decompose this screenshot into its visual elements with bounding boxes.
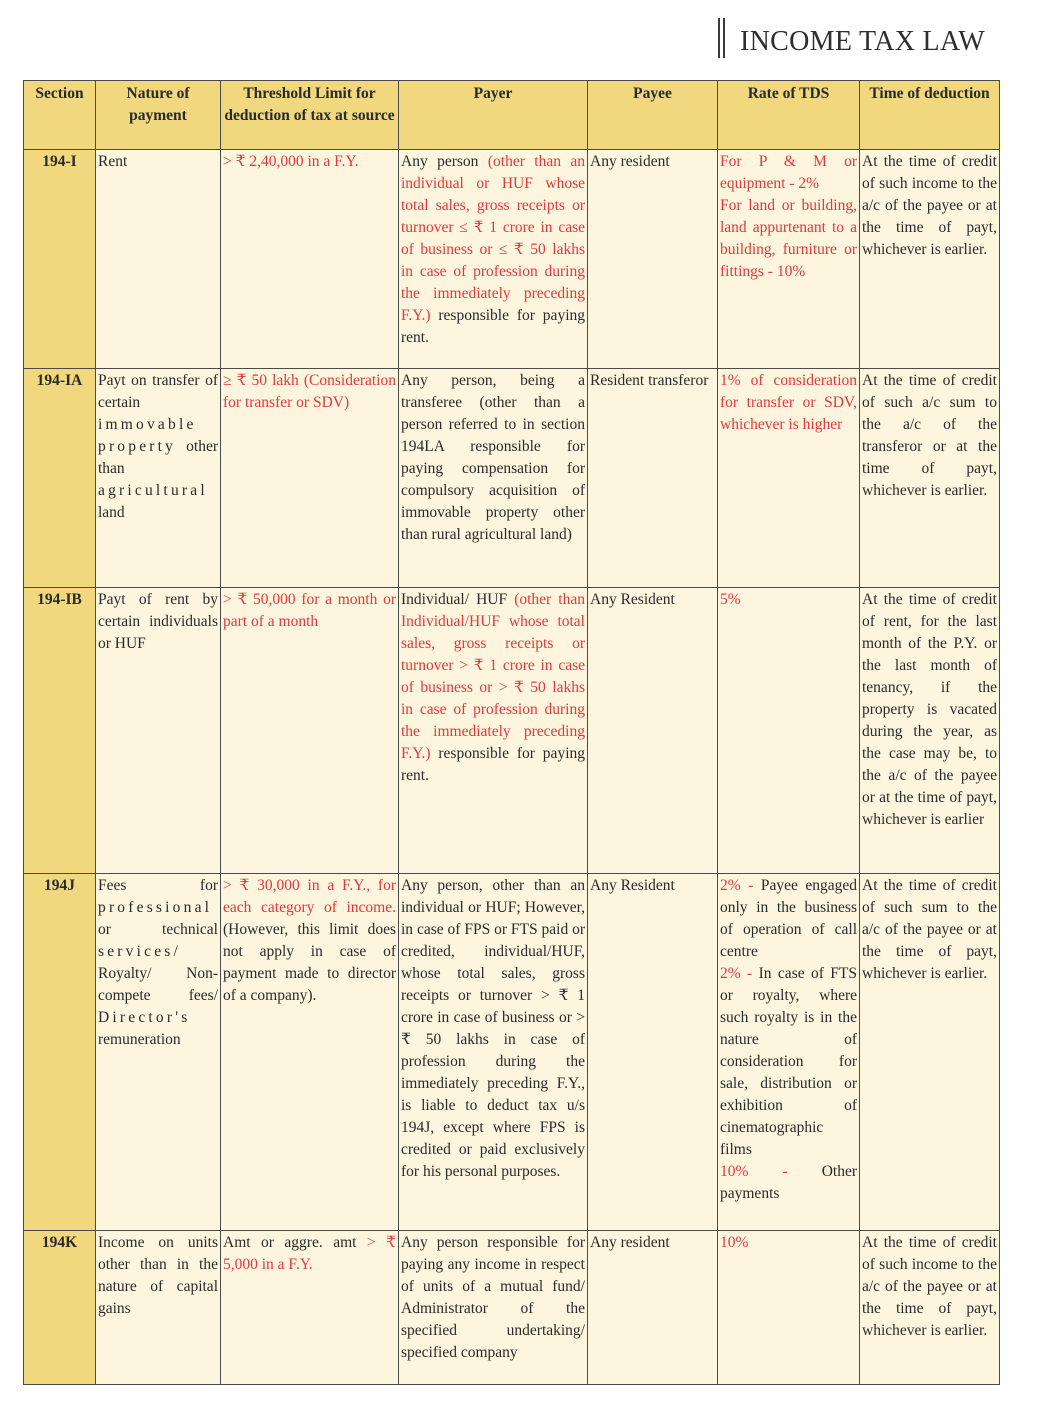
nature-part: or technical — [98, 921, 218, 938]
rate-desc: In case of FTS or royalty, where such royalty is in the nature of consideration for sale, distribution or exhibition of cinematographic films — [720, 965, 858, 1158]
section-cell: 194-IA — [24, 369, 96, 588]
table-row — [24, 150, 1000, 369]
rate-cell: 5% — [718, 588, 860, 874]
payer-text: Individual/ HUF — [401, 591, 508, 608]
nature-cell: Payt of rent by certain individuals or HUF — [96, 588, 221, 874]
rate-cell — [718, 150, 860, 369]
payer-text: Any person — [401, 153, 479, 170]
rate-percent: 2% - — [720, 877, 761, 894]
rate-percent: 2% - — [720, 965, 759, 982]
time-cell: At the time of credit of such sum to the a/c of the payee or at the time of payt, whichever is earlier. — [860, 874, 1000, 1231]
nature-part: Fees for — [98, 877, 218, 894]
threshold-text: Amt or aggre. amt — [223, 1234, 367, 1251]
col-header-rate: Rate of TDS — [718, 81, 860, 150]
rate-cell — [718, 874, 860, 1231]
page-title: INCOME TAX LAW — [740, 26, 985, 57]
rate-cell: 10% — [718, 1231, 860, 1385]
table-row — [24, 1231, 1000, 1385]
payer-cell — [399, 150, 588, 369]
payer-condition: (other than an individual or HUF whose total sales, gross receipts or turnover ≤ ₹ 1 crore in case of business or ≤ ₹ 50 lakhs in case of profession during the immediately preceding F.Y.) — [401, 153, 585, 324]
threshold-cell: ≥ ₹ 50 lakh (Consideration for transfer or SDV) — [221, 369, 399, 588]
header-divider-bars — [718, 18, 728, 58]
payer-tail: responsible for paying rent. — [401, 745, 585, 784]
payer-cell: Any person responsible for paying any income in respect of units of a mutual fund/ Administrator of the specified undertaking/ specified company — [399, 1231, 588, 1385]
section-cell: 194K — [24, 1231, 96, 1385]
rate-line: For P & M or equipment - 2% — [720, 153, 857, 192]
col-header-payee: Payee — [588, 81, 718, 150]
threshold-cell — [221, 1231, 399, 1385]
rate-desc: Payee engaged only in the business of operation of call centre — [720, 877, 857, 960]
payer-tail: responsible for paying rent. — [401, 307, 585, 346]
payee-cell: Any Resident — [588, 874, 718, 1231]
nature-cell — [96, 369, 221, 588]
table-row — [24, 874, 1000, 1231]
col-header-payer: Payer — [399, 81, 588, 150]
rate-line: For land or building, land appurtenant to a building, furniture or fittings - 10% — [720, 197, 857, 280]
col-header-threshold: Threshold Limit for deduction of tax at source — [221, 81, 399, 150]
nature-part: agricultural — [98, 482, 208, 499]
nature-part: Royalty/ Non-compete fees/ — [98, 965, 218, 1004]
payer-cell: Any person, other than an individual or HUF; However, in case of FPS or FTS paid or credited, individual/HUF, whose total sales, gross receipts or turnover > ₹ 1 crore in case of business or > ₹ 50 lakhs in case of profession during the immediately preceding F.Y., is liable to deduct tax u/s 194J, except where FPS is credited or paid exclusively for his personal purposes. — [399, 874, 588, 1231]
nature-part: services/ — [98, 943, 182, 960]
payer-cell: Any person, being a transferee (other than a person referred to in section 194LA responsible for paying compensation for compulsory acquisition of immovable property other than rural agricultural land) — [399, 369, 588, 588]
tds-table — [23, 80, 1000, 1385]
rate-percent: 10% - — [720, 1163, 822, 1180]
rate-cell: 1% of consideration for transfer or SDV, whichever is higher — [718, 369, 860, 588]
section-cell: 194J — [24, 874, 96, 1231]
time-cell: At the time of credit of such a/c sum to the a/c of the transferor or at the time of payt, whichever is earlier. — [860, 369, 1000, 588]
payee-cell: Any resident — [588, 150, 718, 369]
nature-part: Director's — [98, 1009, 191, 1026]
threshold-limit: > ₹ 5,000 in a F.Y. — [223, 1234, 396, 1273]
section-cell: 194-IB — [24, 588, 96, 874]
col-header-time: Time of deduction — [860, 81, 1000, 150]
table-header-row — [24, 81, 1000, 150]
payer-cell — [399, 588, 588, 874]
threshold-note: (However, this limit does not apply in case of payment made to director of a company). — [223, 921, 396, 1004]
threshold-cell: > ₹ 50,000 for a month or part of a month — [221, 588, 399, 874]
threshold-cell — [221, 874, 399, 1231]
rate-line — [720, 963, 857, 1161]
col-header-section: Section — [24, 81, 96, 150]
table-row — [24, 369, 1000, 588]
nature-part: professional — [98, 899, 213, 916]
rate-line — [720, 1161, 857, 1205]
nature-cell: Income on units other than in the nature of capital gains — [96, 1231, 221, 1385]
nature-part: Payt on transfer of certain — [98, 372, 218, 411]
time-cell: At the time of credit of such income to the a/c of the payee or at the time of payt, whichever is earlier. — [860, 150, 1000, 369]
rate-line — [720, 875, 857, 963]
time-cell: At the time of credit of rent, for the last month of the P.Y. or the last month of tenancy, if the property is vacated during the year, as the case may be, to the a/c of the payee or at the time of payt, whichever is earlier — [860, 588, 1000, 874]
nature-part: land — [98, 504, 125, 521]
col-header-nature: Nature of payment — [96, 81, 221, 150]
nature-part: remuneration — [98, 1031, 181, 1048]
rate-desc: Other payments — [720, 1163, 857, 1202]
nature-cell: Rent — [96, 150, 221, 369]
section-cell: 194-I — [24, 150, 96, 369]
payee-cell: Any resident — [588, 1231, 718, 1385]
nature-part: other than — [98, 438, 218, 477]
threshold-cell: > ₹ 2,40,000 in a F.Y. — [221, 150, 399, 369]
payee-cell: Any Resident — [588, 588, 718, 874]
time-cell: At the time of credit of such income to the a/c of the payee or at the time of payt, whichever is earlier. — [860, 1231, 1000, 1385]
payer-condition: (other than Individual/HUF whose total sales, gross receipts or turnover > ₹ 1 crore in case of business or > ₹ 50 lakhs in case of profession during the immediately preceding F.Y.) — [401, 591, 585, 762]
nature-part: immovable property — [98, 416, 197, 455]
threshold-limit: > ₹ 30,000 in a F.Y., for each category of income. — [223, 877, 396, 916]
nature-cell — [96, 874, 221, 1231]
payee-cell: Resident transferor — [588, 369, 718, 588]
table-row — [24, 588, 1000, 874]
